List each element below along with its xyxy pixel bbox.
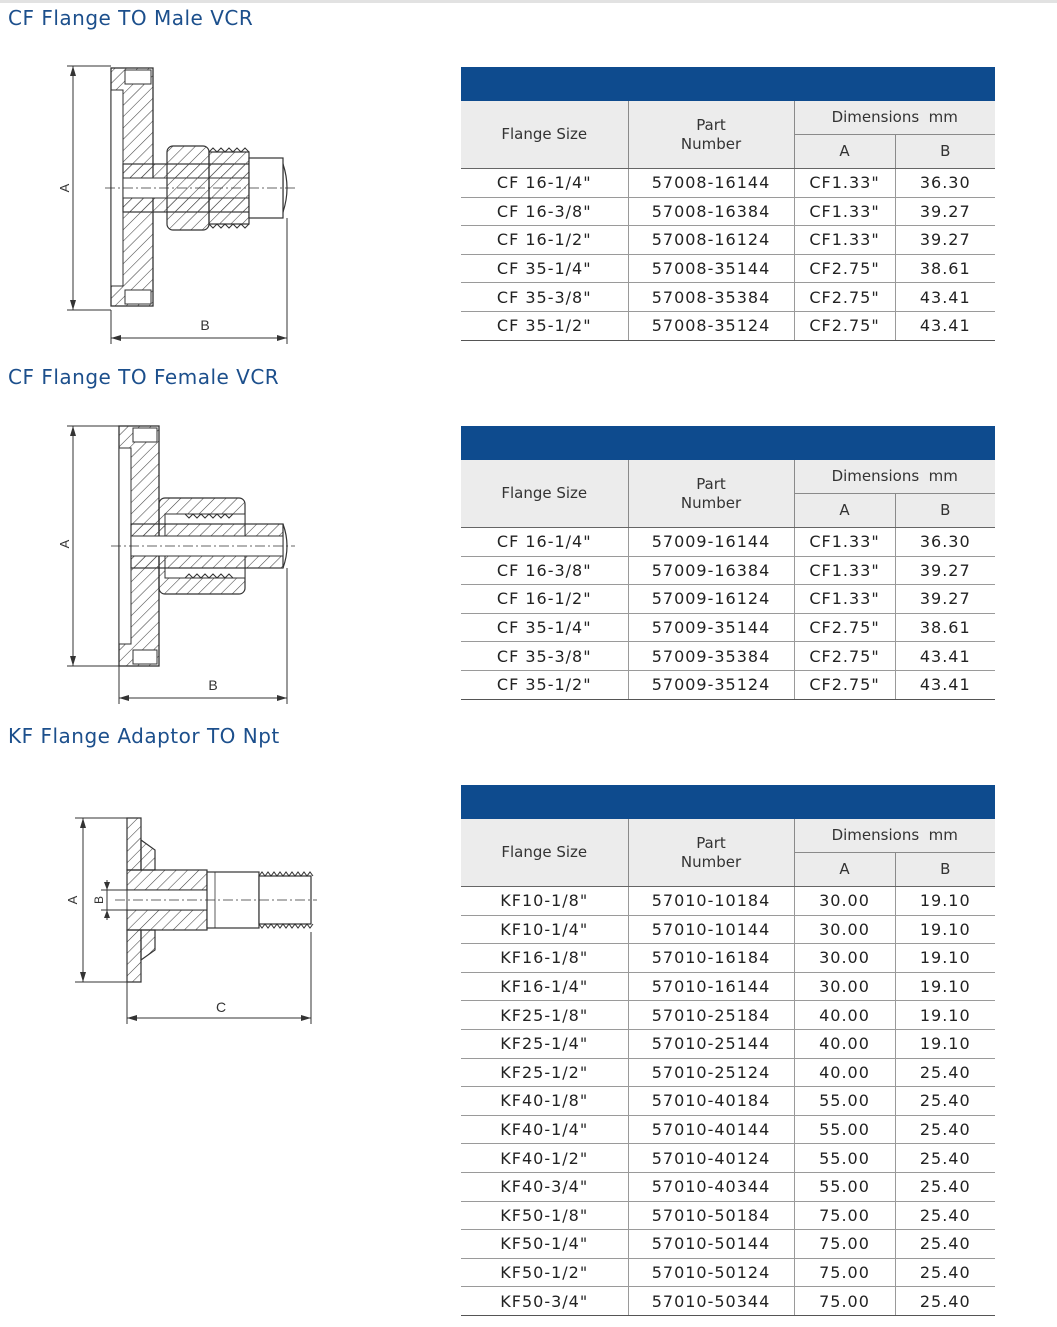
cell-dim-a: 30.00	[794, 944, 895, 973]
cell-flange-size: KF25-1/8"	[461, 1001, 628, 1030]
cell-flange-size: CF 35-3/8"	[461, 642, 628, 671]
cell-part-number: 57010-25124	[628, 1058, 794, 1087]
cell-dim-b: 43.41	[895, 670, 995, 699]
table-row	[461, 1087, 995, 1116]
dimensions-header: Dimensions mm	[794, 819, 995, 853]
cell-dim-b: 19.10	[895, 1001, 995, 1030]
cell-part-number: 57008-16144	[628, 169, 794, 198]
cell-flange-size: CF 35-1/4"	[461, 613, 628, 642]
cell-part-number: 57009-35124	[628, 670, 794, 699]
female-vcr-drawing	[55, 420, 305, 710]
cell-flange-size: KF10-1/4"	[461, 915, 628, 944]
cell-dim-a: CF2.75"	[794, 283, 895, 312]
table-row	[461, 1172, 995, 1201]
cell-part-number: 57008-35124	[628, 311, 794, 340]
dim-b-header: B	[895, 135, 995, 169]
table-row	[461, 311, 995, 340]
cell-dim-b: 19.10	[895, 915, 995, 944]
table-header-bar	[461, 67, 995, 101]
section-title-kf-npt: KF Flange Adaptor TO Npt	[8, 724, 280, 748]
cell-dim-a: 75.00	[794, 1201, 895, 1230]
cell-dim-b: 43.41	[895, 642, 995, 671]
cell-dim-b: 39.27	[895, 197, 995, 226]
cell-flange-size: KF40-1/4"	[461, 1115, 628, 1144]
table-row	[461, 1058, 995, 1087]
cell-dim-a: CF1.33"	[794, 528, 895, 557]
cell-dim-a: CF2.75"	[794, 613, 895, 642]
top-divider	[0, 0, 1057, 3]
dimension-a-label: A	[57, 183, 72, 193]
cell-dim-b: 25.40	[895, 1258, 995, 1287]
cell-part-number: 57010-40124	[628, 1144, 794, 1173]
cell-part-number: 57010-16184	[628, 944, 794, 973]
cell-flange-size: KF50-1/8"	[461, 1201, 628, 1230]
cell-dim-a: 30.00	[794, 915, 895, 944]
table-row	[461, 197, 995, 226]
cell-dim-b: 38.61	[895, 254, 995, 283]
dimensions-header: Dimensions mm	[794, 460, 995, 494]
cell-dim-b: 36.30	[895, 528, 995, 557]
cell-part-number: 57008-16384	[628, 197, 794, 226]
table-row	[461, 1287, 995, 1316]
male-vcr-table	[461, 67, 995, 341]
cell-flange-size: CF 16-3/8"	[461, 197, 628, 226]
cell-part-number: 57009-35144	[628, 613, 794, 642]
dimensions-header: Dimensions mm	[794, 101, 995, 135]
dimension-c-label: C	[215, 999, 227, 1015]
table-row	[461, 915, 995, 944]
cell-dim-b: 19.10	[895, 944, 995, 973]
table-row	[461, 1115, 995, 1144]
cell-part-number: 57009-16384	[628, 556, 794, 585]
dim-b-header: B	[895, 494, 995, 528]
table-row	[461, 1144, 995, 1173]
cell-part-number: 57010-10184	[628, 887, 794, 916]
table-row	[461, 887, 995, 916]
flange-size-header: Flange Size	[461, 101, 628, 169]
dimension-a-label: A	[65, 895, 80, 905]
cell-part-number: 57009-16144	[628, 528, 794, 557]
table-row	[461, 1029, 995, 1058]
cell-dim-b: 43.41	[895, 283, 995, 312]
cell-flange-size: CF 35-1/2"	[461, 311, 628, 340]
table-row	[461, 226, 995, 255]
dimension-a-label: A	[57, 539, 72, 549]
cell-part-number: 57008-16124	[628, 226, 794, 255]
cell-dim-a: 30.00	[794, 972, 895, 1001]
cell-flange-size: CF 16-1/4"	[461, 528, 628, 557]
table-row	[461, 1201, 995, 1230]
table-row	[461, 670, 995, 699]
cell-flange-size: KF50-3/4"	[461, 1287, 628, 1316]
table-row	[461, 944, 995, 973]
cell-part-number: 57010-25144	[628, 1029, 794, 1058]
table-row	[461, 1230, 995, 1259]
cell-flange-size: CF 35-3/8"	[461, 283, 628, 312]
dim-a-header: A	[794, 853, 895, 887]
cell-flange-size: KF25-1/4"	[461, 1029, 628, 1058]
cell-dim-a: 75.00	[794, 1287, 895, 1316]
cell-dim-b: 38.61	[895, 613, 995, 642]
dimension-b-label: B	[208, 677, 218, 693]
cell-part-number: 57009-16124	[628, 585, 794, 614]
dim-a-header: A	[794, 494, 895, 528]
cell-dim-b: 25.40	[895, 1144, 995, 1173]
part-number-header: Part Number	[628, 819, 794, 887]
cell-part-number: 57010-50344	[628, 1287, 794, 1316]
cell-flange-size: CF 16-1/4"	[461, 169, 628, 198]
cell-dim-a: 55.00	[794, 1144, 895, 1173]
cell-dim-a: 55.00	[794, 1115, 895, 1144]
cell-dim-a: 40.00	[794, 1058, 895, 1087]
flange-size-header: Flange Size	[461, 819, 628, 887]
cell-dim-a: CF2.75"	[794, 254, 895, 283]
kf-npt-drawing	[55, 810, 325, 1030]
cell-dim-a: 75.00	[794, 1258, 895, 1287]
cell-flange-size: KF40-1/8"	[461, 1087, 628, 1116]
cell-dim-b: 25.40	[895, 1087, 995, 1116]
cell-dim-a: CF2.75"	[794, 642, 895, 671]
cell-part-number: 57010-40344	[628, 1172, 794, 1201]
cell-dim-b: 39.27	[895, 226, 995, 255]
cell-dim-a: 30.00	[794, 887, 895, 916]
cell-dim-b: 39.27	[895, 556, 995, 585]
cell-flange-size: KF50-1/4"	[461, 1230, 628, 1259]
cell-dim-a: CF1.33"	[794, 585, 895, 614]
table-row	[461, 169, 995, 198]
dimension-b-label: B	[92, 895, 106, 905]
cell-dim-a: CF1.33"	[794, 226, 895, 255]
dim-b-header: B	[895, 853, 995, 887]
cell-dim-b: 25.40	[895, 1172, 995, 1201]
dimension-b-label: B	[200, 317, 210, 333]
cell-dim-b: 19.10	[895, 887, 995, 916]
cell-dim-b: 19.10	[895, 972, 995, 1001]
cell-flange-size: CF 35-1/2"	[461, 670, 628, 699]
table-row	[461, 1258, 995, 1287]
cell-flange-size: CF 16-1/2"	[461, 585, 628, 614]
cell-dim-b: 19.10	[895, 1029, 995, 1058]
cell-part-number: 57008-35384	[628, 283, 794, 312]
cell-dim-a: CF1.33"	[794, 556, 895, 585]
cell-flange-size: KF16-1/4"	[461, 972, 628, 1001]
cell-dim-a: 75.00	[794, 1230, 895, 1259]
table-row	[461, 556, 995, 585]
cell-part-number: 57010-50184	[628, 1201, 794, 1230]
section-title-male-vcr: CF Flange TO Male VCR	[8, 6, 254, 30]
cell-dim-b: 43.41	[895, 311, 995, 340]
cell-flange-size: CF 16-1/2"	[461, 226, 628, 255]
table-row	[461, 613, 995, 642]
cell-part-number: 57009-35384	[628, 642, 794, 671]
kf-npt-table	[461, 785, 995, 1316]
cell-flange-size: KF10-1/8"	[461, 887, 628, 916]
cell-part-number: 57010-40144	[628, 1115, 794, 1144]
cell-part-number: 57008-35144	[628, 254, 794, 283]
part-number-header: Part Number	[628, 460, 794, 528]
cell-flange-size: CF 16-3/8"	[461, 556, 628, 585]
dim-a-header: A	[794, 135, 895, 169]
cell-dim-b: 25.40	[895, 1230, 995, 1259]
cell-part-number: 57010-50144	[628, 1230, 794, 1259]
cell-dim-a: 55.00	[794, 1087, 895, 1116]
cell-dim-b: 36.30	[895, 169, 995, 198]
cell-part-number: 57010-50124	[628, 1258, 794, 1287]
cell-flange-size: KF25-1/2"	[461, 1058, 628, 1087]
table-row	[461, 283, 995, 312]
cell-part-number: 57010-10144	[628, 915, 794, 944]
section-title-female-vcr: CF Flange TO Female VCR	[8, 365, 280, 389]
cell-flange-size: KF50-1/2"	[461, 1258, 628, 1287]
cell-dim-a: CF1.33"	[794, 169, 895, 198]
cell-dim-b: 25.40	[895, 1115, 995, 1144]
cell-flange-size: KF16-1/8"	[461, 944, 628, 973]
cell-dim-a: 55.00	[794, 1172, 895, 1201]
cell-dim-a: CF2.75"	[794, 311, 895, 340]
cell-dim-a: CF1.33"	[794, 197, 895, 226]
flange-size-header: Flange Size	[461, 460, 628, 528]
cell-dim-b: 25.40	[895, 1058, 995, 1087]
cell-part-number: 57010-40184	[628, 1087, 794, 1116]
cell-dim-b: 25.40	[895, 1287, 995, 1316]
part-number-header: Part Number	[628, 101, 794, 169]
table-row	[461, 528, 995, 557]
cell-part-number: 57010-16144	[628, 972, 794, 1001]
female-vcr-table	[461, 426, 995, 700]
table-row	[461, 972, 995, 1001]
cell-part-number: 57010-25184	[628, 1001, 794, 1030]
cell-dim-a: 40.00	[794, 1001, 895, 1030]
table-row	[461, 642, 995, 671]
cell-flange-size: KF40-1/2"	[461, 1144, 628, 1173]
cell-flange-size: KF40-3/4"	[461, 1172, 628, 1201]
table-row	[461, 254, 995, 283]
cell-flange-size: CF 35-1/4"	[461, 254, 628, 283]
cell-dim-b: 39.27	[895, 585, 995, 614]
table-row	[461, 1001, 995, 1030]
table-header-bar	[461, 426, 995, 460]
table-header-bar	[461, 785, 995, 819]
cell-dim-a: CF2.75"	[794, 670, 895, 699]
male-vcr-drawing	[55, 60, 305, 350]
cell-dim-b: 25.40	[895, 1201, 995, 1230]
cell-dim-a: 40.00	[794, 1029, 895, 1058]
table-row	[461, 585, 995, 614]
